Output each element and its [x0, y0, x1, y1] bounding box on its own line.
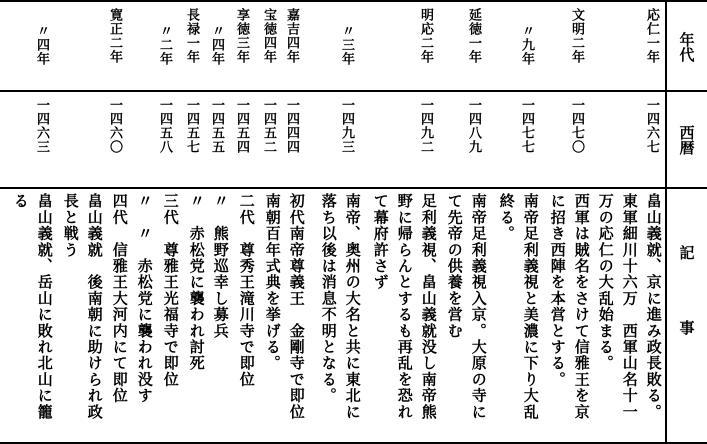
- note-line: 東軍細川十六万 西軍山名十一: [620, 193, 639, 420]
- header-era: 年代: [677, 32, 696, 62]
- note-line: 万の応仁の大乱始まる。: [596, 193, 615, 372]
- year-notes-divider: [0, 187, 707, 189]
- note-line: 西軍は賊名をさけて信雅王を京: [572, 193, 591, 420]
- year-cell: 一四六七: [644, 98, 659, 154]
- header-column: [667, 0, 707, 444]
- era-cell: 〃三年: [339, 24, 354, 66]
- era-cell: 長禄一年: [184, 8, 199, 64]
- note-line: る: [11, 193, 30, 210]
- era-cell: 享徳三年: [234, 8, 249, 64]
- era-cell: 〃四年: [209, 24, 224, 66]
- year-cell: 一四八九: [466, 98, 481, 154]
- note-line: 落ち以後は消息不明となる。: [319, 193, 338, 404]
- year-cell: 一四五二: [261, 98, 276, 154]
- era-cell: 文明二年: [569, 8, 584, 64]
- year-cell: 一四九二: [418, 98, 433, 154]
- note-line: 南帝足利義視入京。大原の寺に: [469, 193, 488, 420]
- header-western: 西暦: [677, 125, 696, 155]
- note-line: 足利義視、畠山義就没し南帝熊: [419, 193, 438, 420]
- year-cell: 一四七〇: [569, 98, 584, 154]
- era-band: [0, 8, 665, 88]
- note-line: 四代 信雅王大河内にて即位: [110, 193, 129, 404]
- note-line: 終る。: [497, 193, 516, 242]
- table-top-border: [0, 0, 707, 2]
- year-cell: 一四五四: [234, 98, 249, 154]
- note-line: に招き西陣を本営とする。: [548, 193, 567, 388]
- era-cell: 〃四年: [34, 24, 49, 66]
- year-cell: 一四五七: [184, 98, 199, 154]
- era-cell: 応仁一年: [644, 8, 659, 64]
- header-events: 記事: [677, 245, 696, 395]
- note-line: 畠山義就、岳山に敗れ北山に籠: [35, 193, 54, 420]
- era-cell: 寛正二年: [107, 8, 122, 64]
- year-cell: 一四六三: [34, 98, 49, 154]
- note-line: 畠山義就、京に進み政長敗る。: [644, 193, 663, 420]
- note-line: 〃 熊野巡幸し募兵: [211, 193, 230, 339]
- year-cell: 一四七七: [519, 98, 534, 154]
- note-line: 畠山義就 後南朝に助けられ政: [85, 193, 104, 420]
- note-line: 初代南帝尊義王 金剛寺で即位: [287, 193, 306, 420]
- era-year-divider: [0, 90, 707, 92]
- year-cell: 一四五八: [157, 98, 172, 154]
- note-line: 〃 〃 赤松党に襲われ没す: [135, 193, 154, 404]
- note-line: 〃 赤松党に襲われ討死: [187, 193, 206, 372]
- era-cell: 宝徳四年: [261, 8, 276, 64]
- era-cell: 〃九年: [519, 24, 534, 66]
- era-cell: 〃二年: [157, 24, 172, 66]
- note-line: て先帝の供養を営む: [445, 193, 464, 339]
- note-line: 野に帰らんとするも再乱を恐れ: [395, 193, 414, 420]
- era-cell: 延徳一年: [466, 8, 481, 64]
- note-line: 三代 尊雅王光福寺で即位: [161, 193, 180, 388]
- note-line: 南朝百年式典を挙げる。: [263, 193, 282, 372]
- note-line: 南帝足利義視と美濃に下り大乱: [521, 193, 540, 420]
- year-band: [0, 98, 665, 184]
- year-cell: 一四四四: [284, 98, 299, 154]
- note-line: 南帝、奥州の大名と共に東北に: [343, 193, 362, 420]
- year-cell: 一四五五: [209, 98, 224, 154]
- note-line: 二代 尊秀王滝川寺で即位: [237, 193, 256, 388]
- year-cell: 一四九三: [339, 98, 354, 154]
- note-line: 長と戦う: [61, 193, 80, 258]
- note-line: て幕府許さず: [371, 193, 390, 291]
- year-cell: 一四六〇: [107, 98, 122, 154]
- era-cell: 明応二年: [418, 8, 433, 64]
- era-cell: 嘉吉四年: [284, 8, 299, 64]
- notes-band: [0, 193, 665, 439]
